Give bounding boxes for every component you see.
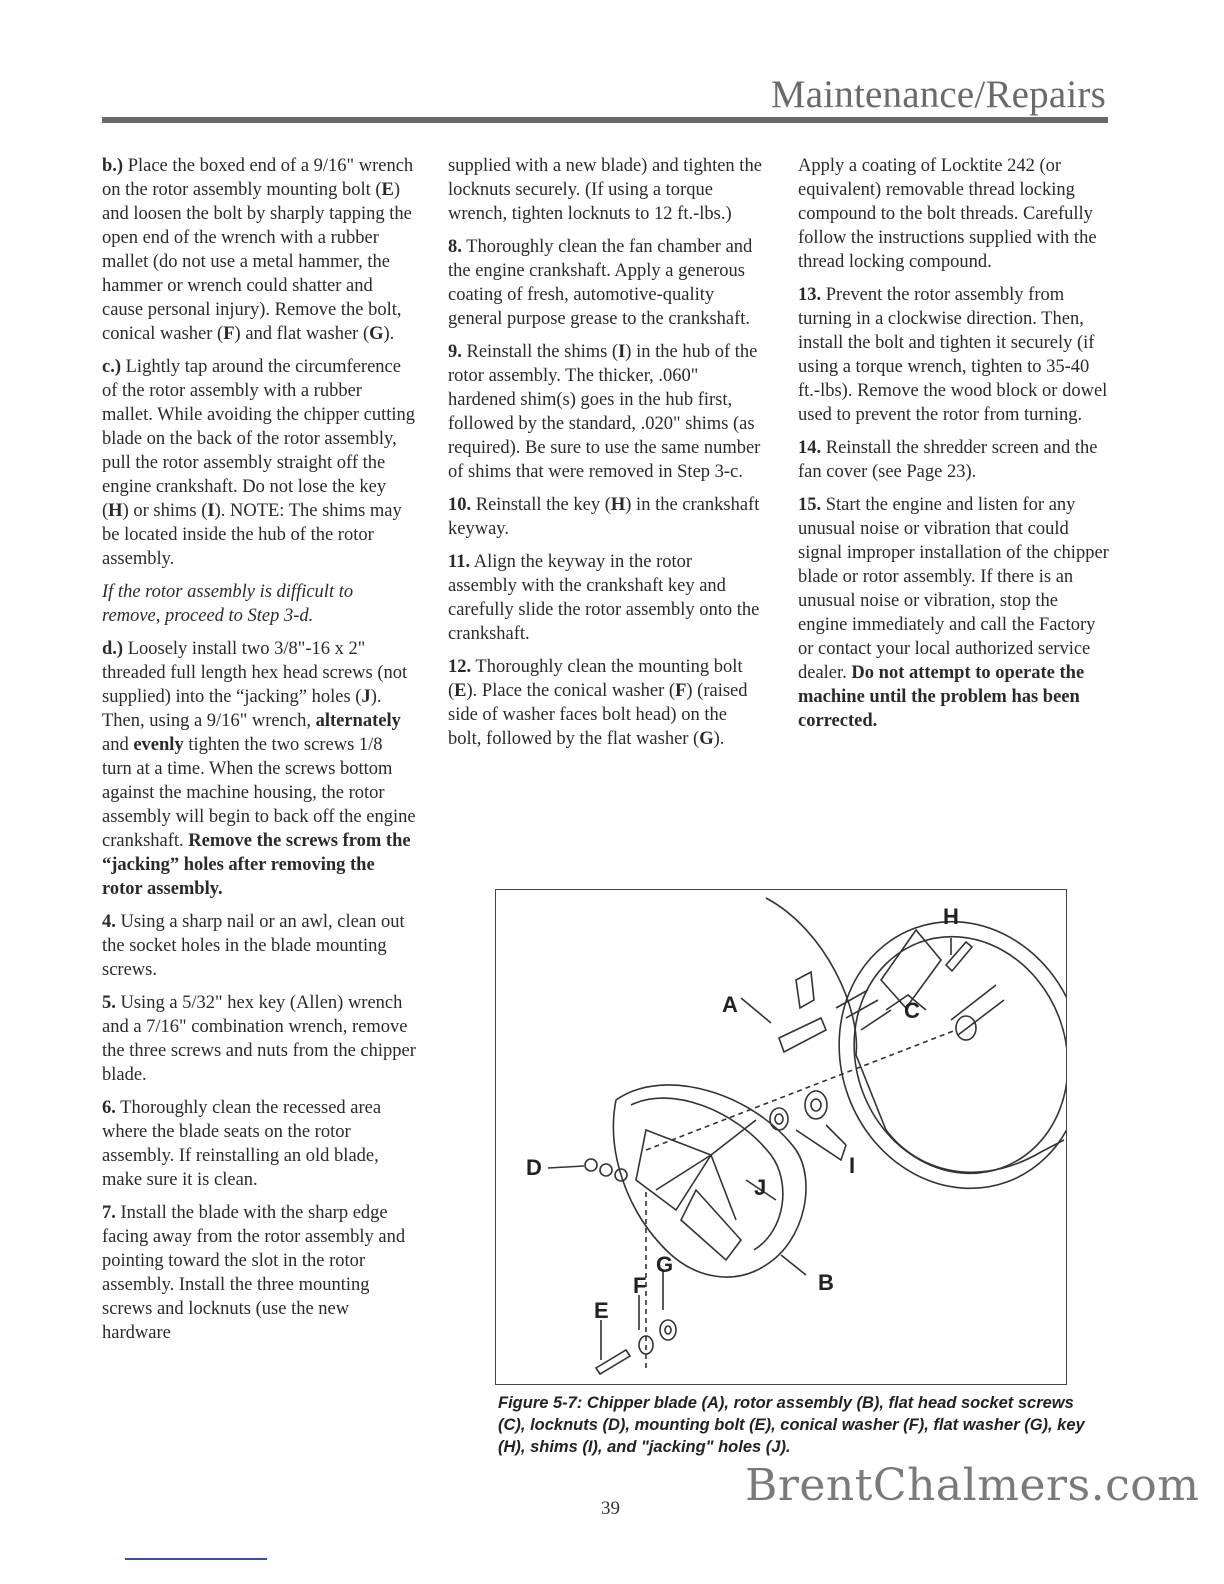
figure-label-c: C [904, 998, 920, 1023]
step-9-paragraph: 9. Reinstall the shims (I) in the hub of the rotor assembly. The thicker, .060" hardened shim(s) goes in the hub first, followed by the standard, .020" shims (as required). Be sure to use the same number of shims that were removed in Step 3-c. [448, 342, 761, 482]
rotor-assembly-figure [495, 889, 1067, 1385]
figure-label-i: I [849, 1153, 856, 1178]
step-3c-paragraph: c.) Lightly tap around the circumference of the rotor assembly with a rubber mallet. While avoiding the chipper cutting blade on the back of the rotor assembly, pull the rotor assembly straight off the engine crankshaft. Do not lose the key (H) or shims (I). NOTE: The shims may be located inside the hub of the rotor assembly. [102, 357, 416, 569]
step-14-paragraph: 14. Reinstall the shredder screen and the fan cover (see Page 23). [798, 438, 1098, 482]
column-2 [448, 154, 764, 760]
key-shape [946, 942, 972, 971]
figure-label-j: J [754, 1175, 767, 1200]
rotor-diagram [496, 890, 1066, 1384]
step-8-paragraph: 8. Thoroughly clean the fan chamber and the engine crankshaft. Apply a generous coating of fresh, automotive-quality general purpose grease to the crankshaft. [448, 237, 753, 329]
housing-outline [766, 898, 1064, 1172]
step-3d-paragraph: d.) Loosely install two 3/8"-16 x 2" threaded full length hex head screws (not supplied) into the “jacking” holes (J). Then, using a 9/16" wrench, alternately and evenly tighten the two screws 1/8 turn at a time. When the screws bottom against the machine housing, the rotor assembly will begin to back off the engine crankshaft. Remove the screws from the “jacking” holes after removing the rotor assembly. [102, 639, 416, 899]
step-7-continued: supplied with a new blade) and tighten the locknuts securely. (If using a torque wrench, tighten locknuts to 12 ft.-lbs.) [448, 156, 762, 224]
header-rule [102, 117, 1108, 123]
housing-outer-ring [802, 890, 1066, 1223]
watermark-text: BrentChalmers.com [745, 1460, 1200, 1511]
step-12-continued: Apply a coating of Locktite 242 (or equivalent) removable thread locking compound to the bolt threads. Carefully follow the instructions supplied with the thread locking compound. [798, 156, 1097, 272]
figure-caption: Figure 5-7: Chipper blade (A), rotor assembly (B), flat head socket screws (C), locknuts (D), mounting bolt (E), conical washer (F), flat washer (G), key (H), shims (I), and "jacking" holes (J). [498, 1394, 1085, 1456]
step-5-paragraph: 5. Using a 5/32" hex key (Allen) wrench and a 7/16" combination wrench, remove the three screws and nuts from the chipper blade. [102, 993, 416, 1085]
step-3b-paragraph: b.) Place the boxed end of a 9/16" wrench on the rotor assembly mounting bolt (E) and loosen the bolt by sharply tapping the open end of the wrench with a rubber mallet (do not use a metal hammer, the hammer or wrench could shatter and cause personal injury). Remove the bolt, conical washer (F) and flat washer (G). [102, 156, 414, 344]
chipper-blade-shape [779, 1018, 826, 1052]
figure-label-f: F [633, 1273, 647, 1298]
footer-link-underline [125, 1558, 267, 1560]
step-15-paragraph: 15. Start the engine and listen for any unusual noise or vibration that could signal improper installation of the chipper blade or rotor assembly. If there is an unusual noise or vibration, stop the engine immediately and call the Factory or contact your local authorized service dealer. Do not attempt to operate the machine until the problem has been corrected. [798, 495, 1109, 731]
step-10-paragraph: 10. Reinstall the key (H) in the crankshaft keyway. [448, 495, 760, 539]
figure-label-d: D [526, 1155, 542, 1180]
figure-label-a: A [722, 992, 738, 1017]
figure-label-g: G [656, 1252, 674, 1277]
step-4-paragraph: 4. Using a sharp nail or an awl, clean out the socket holes in the blade mounting screws. [102, 912, 405, 980]
step-7-paragraph: 7. Install the blade with the sharp edge facing away from the rotor assembly and pointing toward the slot in the rotor assembly. Install the three mounting screws and locknuts (use the new hardware [102, 1203, 406, 1343]
column-1 [102, 154, 416, 1354]
step-12-paragraph: 12. Thoroughly clean the mounting bolt (E). Place the conical washer (F) (raised side of washer faces bolt head) on the bolt, followed by the flat washer (G). [448, 657, 748, 749]
column-3 [798, 154, 1110, 742]
step-13-paragraph: 13. Prevent the rotor assembly from turning in a clockwise direction. Then, install the bolt and tighten it securely (if using a torque wrench, tighten to 35-40 ft.-lbs). Remove the wood block or dowel used to prevent the rotor from turning. [798, 285, 1108, 425]
page-header-title: Maintenance/Repairs [770, 73, 1106, 116]
page-number: 39 [601, 1498, 620, 1519]
step-6-paragraph: 6. Thoroughly clean the recessed area where the blade seats on the rotor assembly. If reinstalling an old blade, make sure it is clean. [102, 1098, 382, 1190]
figure-label-b: B [818, 1270, 834, 1295]
italic-note: If the rotor assembly is difficult to remove, proceed to Step 3-d. [102, 582, 354, 626]
step-11-paragraph: 11. Align the keyway in the rotor assembly with the crankshaft key and carefully slide the rotor assembly onto the crankshaft. [448, 552, 760, 644]
figure-label-e: E [594, 1298, 609, 1323]
figure-label-h: H [943, 904, 959, 929]
